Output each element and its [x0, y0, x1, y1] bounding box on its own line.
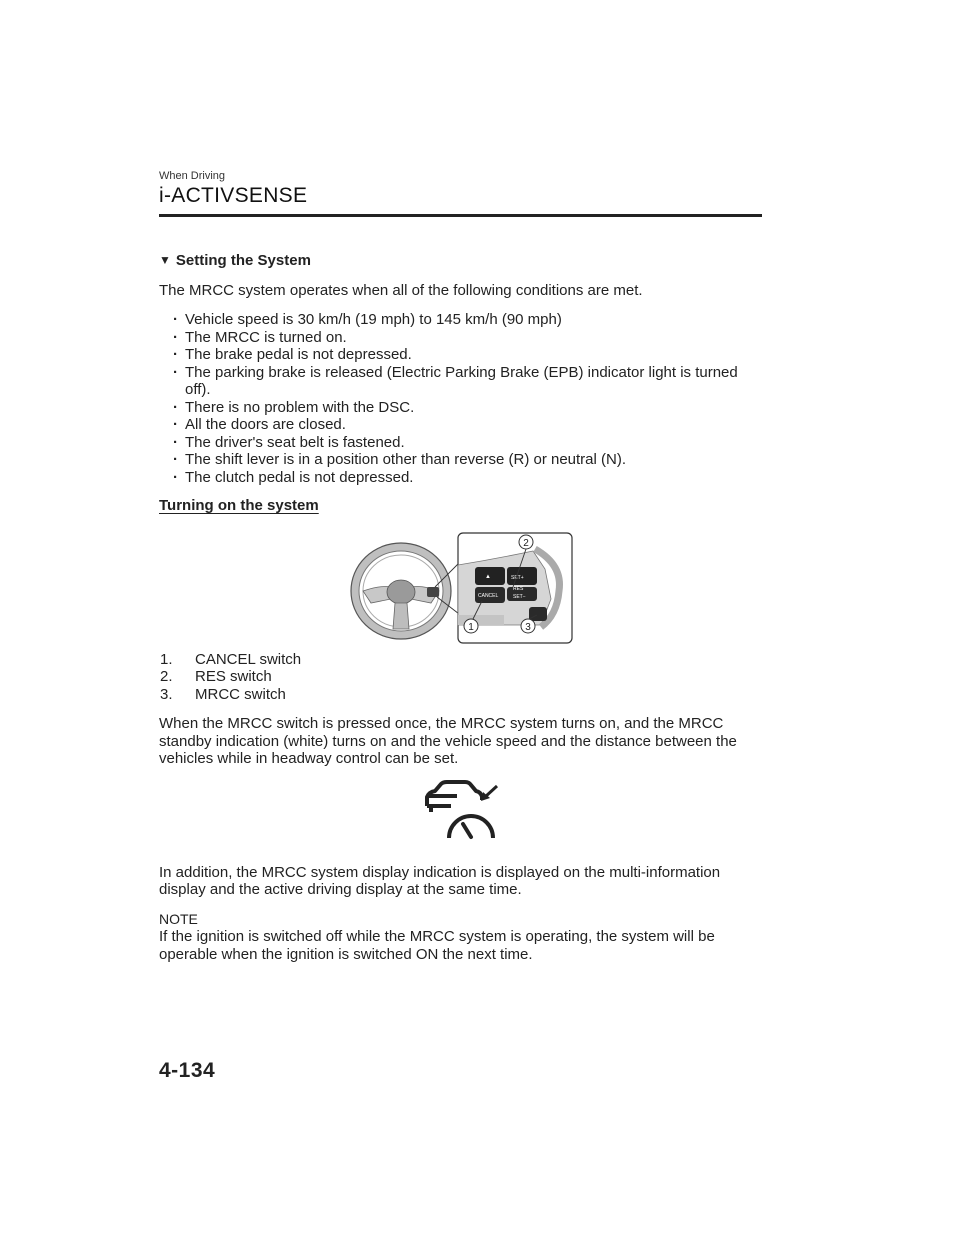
list-item: [159, 651, 762, 669]
list-item: [159, 668, 762, 686]
indicator-container: [159, 780, 762, 854]
set-plus-switch-label: SET+: [511, 574, 524, 581]
list-item: · The brake pedal is not depressed.: [172, 346, 762, 364]
list-item: · The clutch pedal is not depressed.: [172, 469, 762, 487]
legend-number: 3.: [160, 685, 173, 703]
list-item: · Vehicle speed is 30 km/h (19 mph) to 145 km/h (90 mph): [172, 311, 762, 329]
legend-label: RES switch: [195, 668, 272, 685]
list-item: · There is no problem with the DSC.: [172, 399, 762, 417]
legend-label: CANCEL switch: [195, 650, 302, 668]
page-content: [159, 252, 762, 975]
svg-text:▲: ▲: [485, 573, 491, 580]
display-paragraph: In addition, the MRCC system display indication is displayed on the multi-information display and the active driving display at the same time.: [159, 863, 721, 898]
section-heading: [159, 252, 762, 270]
note-text: If the ignition is switched off while the MRCC system is operating, the system will be operable when the ignition is switched ON the next time.: [159, 928, 715, 963]
list-item: [159, 686, 762, 704]
set-minus-switch-label: SET−: [513, 593, 526, 600]
legend-number: 2.: [160, 668, 173, 685]
section-kicker: When Driving: [159, 170, 226, 182]
heading-triangle-icon: ▼: [159, 253, 171, 267]
list-item: · All the doors are closed.: [172, 416, 762, 434]
heading-title: Setting the System: [175, 252, 311, 269]
chapter-title: i-ACTIVSENSE: [159, 184, 308, 207]
steering-wheel-switch-illustration: [345, 529, 575, 647]
list-item: · The shift lever is in a position other than reverse (R) or neutral (N).: [172, 451, 762, 469]
legend-label: MRCC switch: [195, 685, 286, 703]
legend-number: 1.: [160, 650, 173, 668]
callout-2: 2: [523, 537, 529, 549]
header-rule: [159, 214, 762, 217]
callout-3: 3: [525, 621, 531, 633]
res-switch-label: RES: [513, 585, 524, 592]
callout-1: 1: [468, 621, 474, 633]
figure-legend: [159, 651, 762, 704]
note-label: NOTE: [159, 910, 198, 927]
page-header: [159, 170, 762, 217]
mrcc-on-paragraph: When the MRCC switch is pressed once, the MRCC system turns on, and the MRCC standby indication (white) turns on and the vehicle speed and the distance between the vehicles while in headway control can be set.: [159, 715, 737, 767]
conditions-list: [159, 311, 762, 486]
subtopic-heading: Turning on the system: [159, 497, 319, 514]
list-item: · The MRCC is turned on.: [172, 329, 762, 347]
cancel-switch-label: CANCEL: [478, 592, 499, 599]
list-item: · The driver's seat belt is fastened.: [172, 434, 762, 452]
list-item: · The parking brake is released (Electric Parking Brake (EPB) indicator light is turned off).: [172, 364, 762, 399]
figure-container: [159, 529, 762, 647]
intro-paragraph: The MRCC system operates when all of the following conditions are met.: [159, 281, 643, 299]
page-number: 4-134: [159, 1059, 216, 1082]
mrcc-standby-indicator-icon: [421, 780, 501, 840]
